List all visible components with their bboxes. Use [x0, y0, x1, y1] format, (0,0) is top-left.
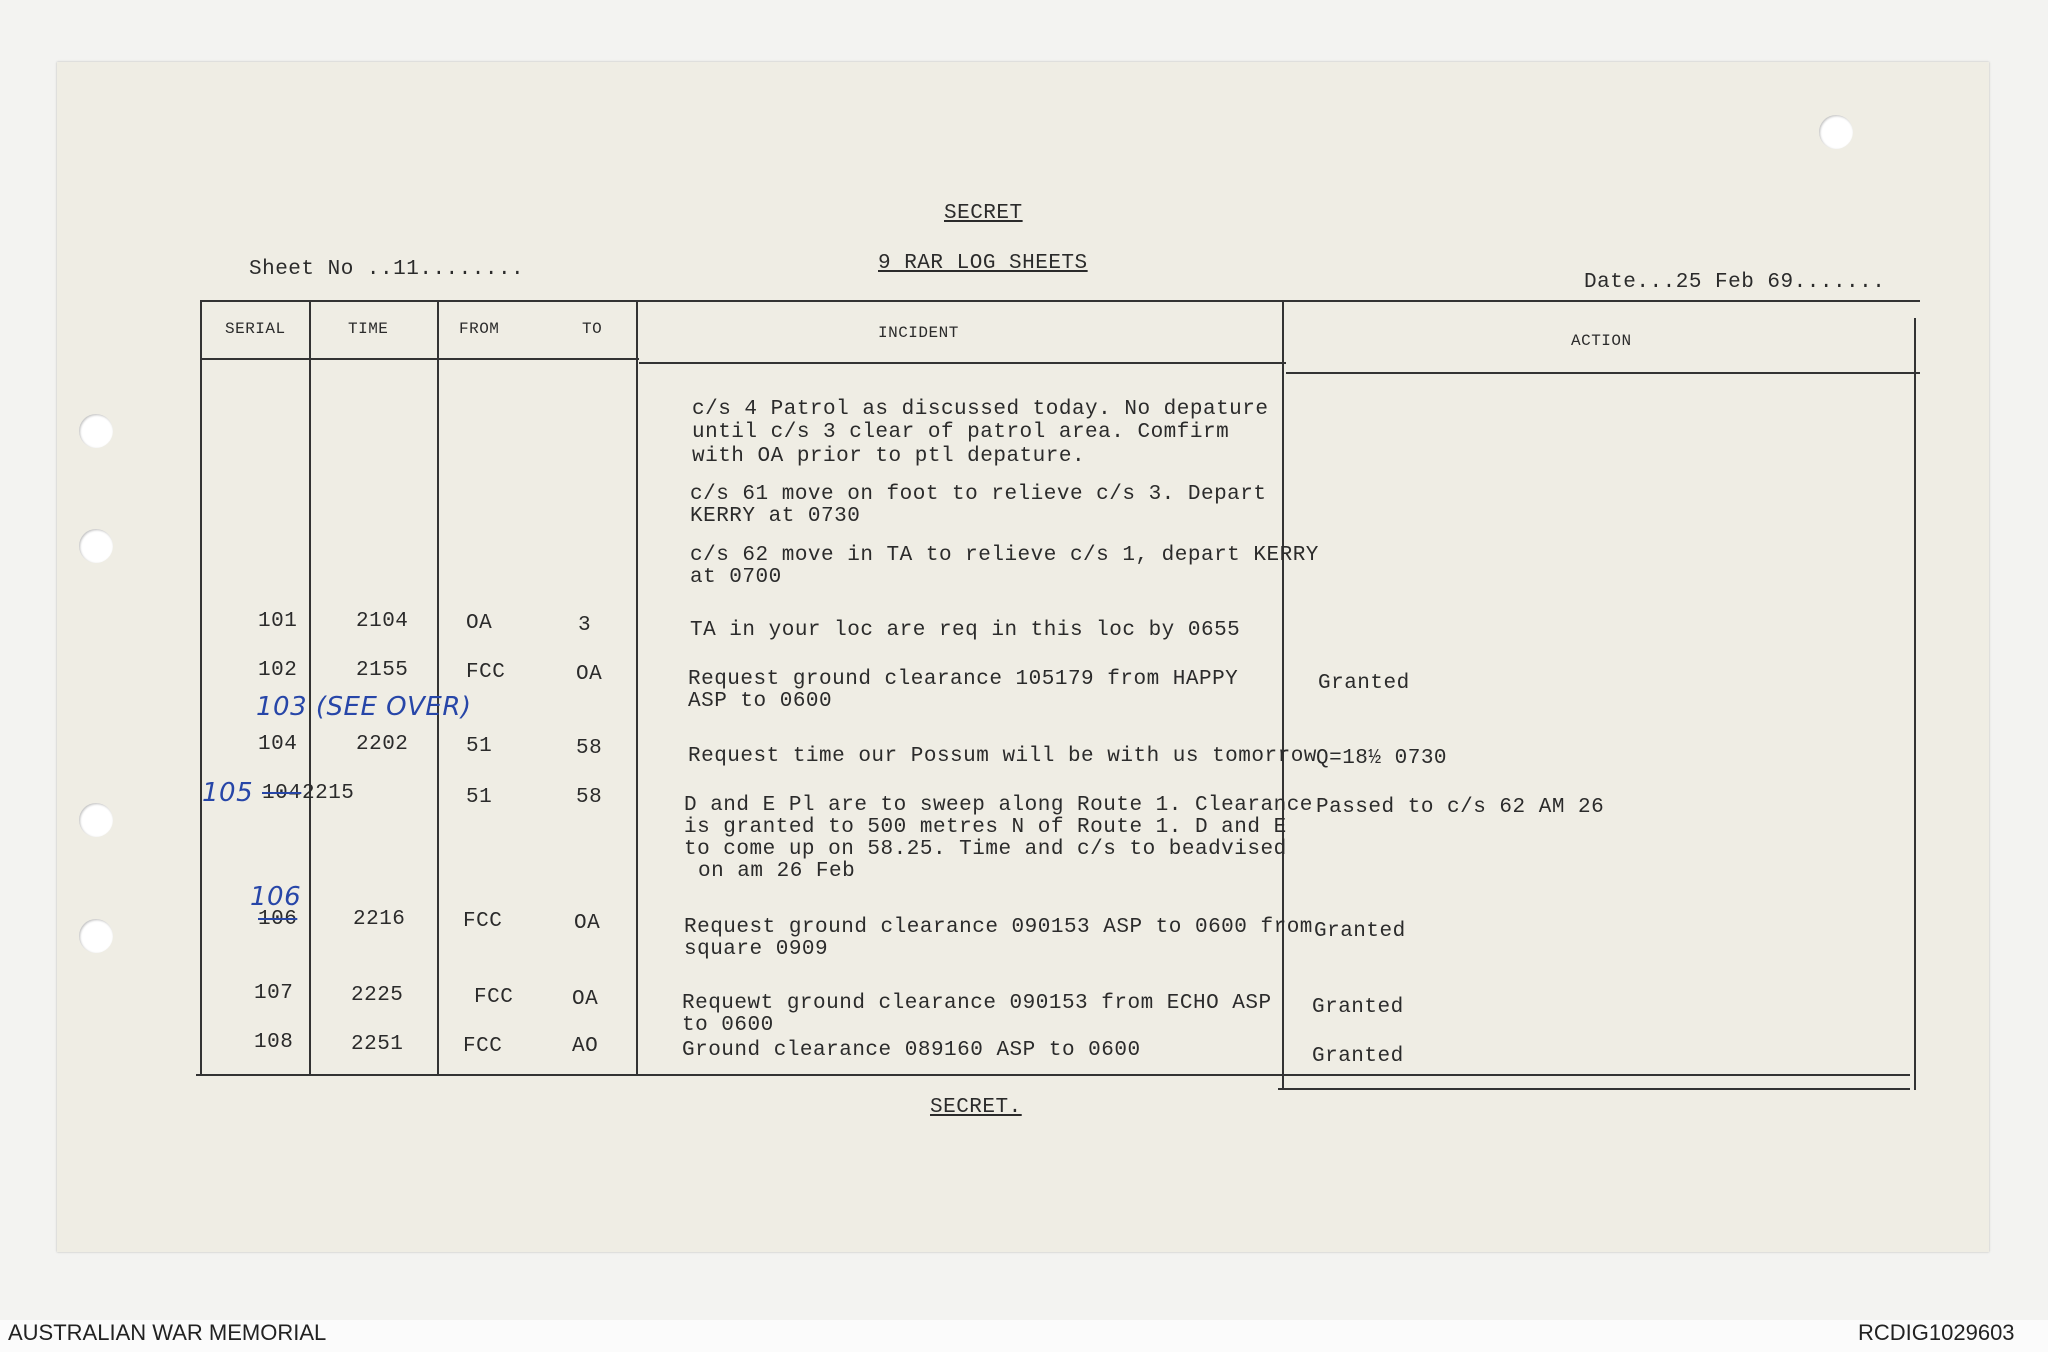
col-header-serial: SERIAL — [225, 320, 286, 338]
note-line: until c/s 3 clear of patrol area. Comfirm — [692, 421, 1230, 444]
punch-hole — [79, 803, 113, 837]
archive-credit: AUSTRALIAN WAR MEMORIAL — [8, 1320, 327, 1345]
header-rule — [1286, 372, 1920, 374]
to: AO — [572, 1035, 599, 1058]
from: 51 — [466, 735, 493, 758]
time: 2202 — [356, 733, 409, 756]
note-line: with OA prior to ptl depature. — [692, 445, 1086, 468]
incident-line: to come up on 58.25. Time and c/s to beadvised — [684, 838, 1287, 861]
incident-line: Request ground clearance 090153 ASP to 0600 from — [684, 916, 1313, 939]
incident-line: ASP to 0600 — [688, 690, 833, 713]
from: OA — [466, 612, 493, 635]
incident-line: on am 26 Feb — [698, 860, 856, 883]
time: 2155 — [356, 659, 409, 682]
incident-line: is granted to 500 metres N of Route 1. D and E — [684, 816, 1287, 839]
col-header-incident: INCIDENT — [878, 324, 959, 342]
date-field: Date...25 Feb 69....... — [1584, 271, 1886, 294]
time: 2215 — [302, 782, 355, 805]
col-header-from: FROM — [459, 320, 500, 338]
note-line: at 0700 — [690, 566, 782, 589]
action: Granted — [1318, 672, 1410, 695]
serial: 101 — [258, 610, 298, 633]
table-top-border — [202, 300, 1920, 302]
time: 2216 — [353, 908, 406, 931]
serial: 102 — [258, 659, 298, 682]
column-divider — [437, 300, 439, 1076]
document-title: 9 RAR LOG SHEETS — [878, 252, 1088, 275]
column-divider — [1914, 318, 1916, 1090]
to: OA — [572, 988, 599, 1011]
from: FCC — [463, 1035, 503, 1058]
incident-line: Ground clearance 089160 ASP to 0600 — [682, 1039, 1141, 1062]
handwritten-serial: 105 — [202, 778, 254, 808]
from: FCC — [466, 661, 506, 684]
time: 2251 — [351, 1033, 404, 1056]
to: 58 — [576, 786, 603, 809]
incident-line: D and E Pl are to sweep along Route 1. Clearance — [684, 794, 1313, 817]
action: Granted — [1314, 920, 1406, 943]
incident-line: square 0909 — [684, 938, 829, 961]
classification-bottom: SECRET. — [930, 1096, 1022, 1119]
incident-line: Request time our Possum will be with us tomorrow — [688, 745, 1317, 768]
table-bottom-border — [1278, 1088, 1910, 1090]
time: 2225 — [351, 984, 404, 1007]
serial: 107 — [254, 982, 294, 1005]
from: FCC — [474, 986, 514, 1009]
col-header-time: TIME — [348, 320, 389, 338]
note-line: c/s 61 move on foot to relieve c/s 3. Depart — [690, 483, 1267, 506]
punch-hole — [79, 414, 113, 448]
note-line: c/s 62 move in TA to relieve c/s 1, depart KERRY — [690, 544, 1319, 567]
action: Q=18½ 0730 — [1316, 747, 1448, 770]
punch-hole — [1819, 115, 1853, 149]
sheet-number: Sheet No ..11........ — [249, 258, 525, 281]
incident-line: Request ground clearance 105179 from HAPPY — [688, 668, 1239, 691]
to: 58 — [576, 737, 603, 760]
to: OA — [574, 912, 601, 935]
note-line: KERRY at 0730 — [690, 505, 861, 528]
table-bottom-border — [196, 1074, 1910, 1076]
handwritten-serial-note: 103 (SEE OVER) — [256, 692, 472, 722]
serial: 106 — [258, 908, 298, 931]
archive-id: RCDIG1029603 — [1858, 1320, 2015, 1345]
punch-hole — [79, 529, 113, 563]
action: Granted — [1312, 1045, 1404, 1068]
column-divider — [200, 300, 202, 1076]
time: 2104 — [356, 610, 409, 633]
classification-top: SECRET — [944, 202, 1023, 225]
header-rule — [639, 362, 1286, 364]
column-divider — [636, 300, 638, 1076]
col-header-to: TO — [582, 320, 603, 338]
incident-line: Requewt ground clearance 090153 from ECHO ASP — [682, 992, 1272, 1015]
action: Granted — [1312, 996, 1404, 1019]
column-divider — [1282, 300, 1284, 1088]
from: FCC — [463, 910, 503, 933]
column-divider — [309, 300, 311, 1076]
to: 3 — [578, 614, 592, 637]
col-header-action: ACTION — [1571, 332, 1632, 350]
header-rule — [202, 358, 639, 360]
incident-line: TA in your loc are req in this loc by 0655 — [690, 619, 1241, 642]
serial: 104 — [258, 733, 298, 756]
punch-hole — [79, 919, 113, 953]
handwritten-serial: 106 — [250, 882, 302, 912]
incident-line: to 0600 — [682, 1014, 774, 1037]
note-line: c/s 4 Patrol as discussed today. No depature — [692, 398, 1269, 421]
from: 51 — [466, 786, 493, 809]
to: OA — [576, 663, 603, 686]
action: Passed to c/s 62 AM 26 — [1316, 796, 1605, 819]
serial: 104 — [262, 782, 302, 805]
serial: 108 — [254, 1031, 294, 1054]
